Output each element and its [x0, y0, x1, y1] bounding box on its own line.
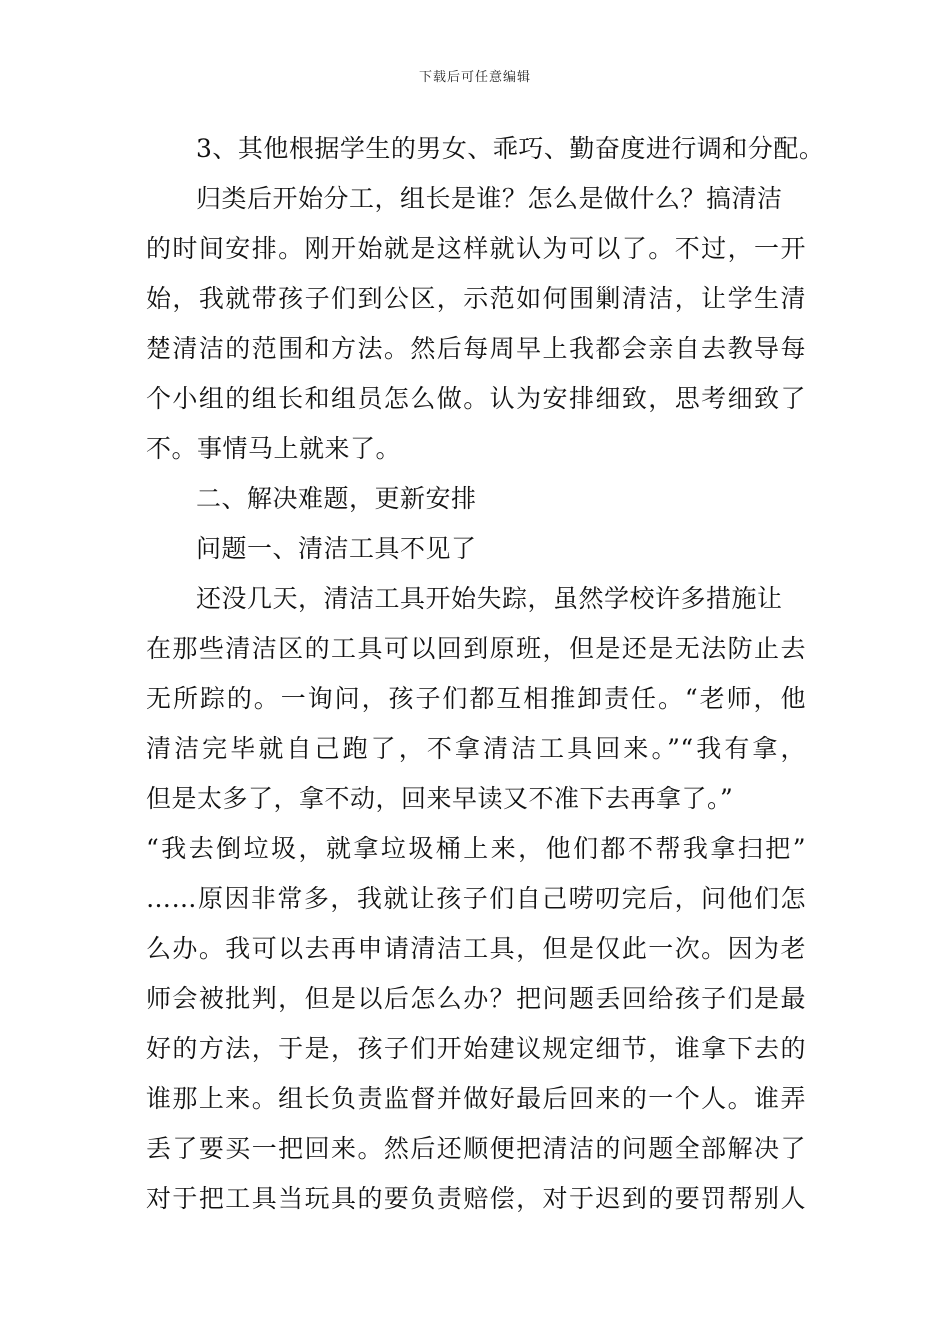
paragraph-line: ……原因非常多，我就让孩子们自己唠叨完后，问他们怎 [146, 884, 806, 913]
paragraph-line: 个小组的组长和组员怎么做。认为安排细致，思考细致了 [146, 384, 806, 413]
paragraph-line: 不。事情马上就来了。 [146, 434, 402, 463]
subsection-heading: 问题一、清洁工具不见了 [196, 534, 477, 563]
paragraph-line: 但是太多了，拿不动，回来早读又不准下去再拿了。” [146, 784, 734, 813]
paragraph-line: 在那些清洁区的工具可以回到原班，但是还是无法防止去 [146, 634, 806, 663]
paragraph-line: 3、其他根据学生的男女、乖巧、勤奋度进行调和分配。 [196, 134, 825, 163]
paragraph-line: 谁那上来。组长负责监督并做好最后回来的一个人。谁弄 [146, 1084, 806, 1113]
paragraph-line: 对于把工具当玩具的要负责赔偿，对于迟到的要罚帮别人 [146, 1184, 806, 1213]
paragraph-line: 么办。我可以去再申请清洁工具，但是仅此一次。因为老 [146, 934, 806, 963]
paragraph-line: 师会被批判，但是以后怎么办？把问题丢回给孩子们是最 [146, 984, 806, 1013]
paragraph-line: 清洁完毕就自己跑了，不拿清洁工具回来。”“我有拿， [146, 734, 806, 763]
paragraph-line: 还没几天，清洁工具开始失踪，虽然学校许多措施让 [196, 584, 783, 613]
paragraph-line: 丢了要买一把回来。然后还顺便把清洁的问题全部解决了 [146, 1134, 806, 1163]
paragraph-line: 的时间安排。刚开始就是这样就认为可以了。不过，一开 [146, 234, 806, 263]
paragraph-line: 好的方法，于是，孩子们开始建议规定细节，谁拿下去的 [146, 1034, 806, 1063]
paragraph-line: 无所踪的。一询问，孩子们都互相推卸责任。“老师，他 [146, 684, 806, 713]
paragraph-line: “我去倒垃圾，就拿垃圾桶上来，他们都不帮我拿扫把” [146, 834, 806, 863]
paragraph-line: 始，我就带孩子们到公区，示范如何围剿清洁，让学生清 [146, 284, 806, 313]
paragraph-line: 归类后开始分工，组长是谁？怎么是做什么？搞清洁 [196, 184, 783, 213]
header-note: 下载后可任意编辑 [418, 70, 531, 85]
section-heading: 二、解决难题，更新安排 [196, 484, 477, 513]
paragraph-line: 楚清洁的范围和方法。然后每周早上我都会亲自去教导每 [146, 334, 806, 363]
